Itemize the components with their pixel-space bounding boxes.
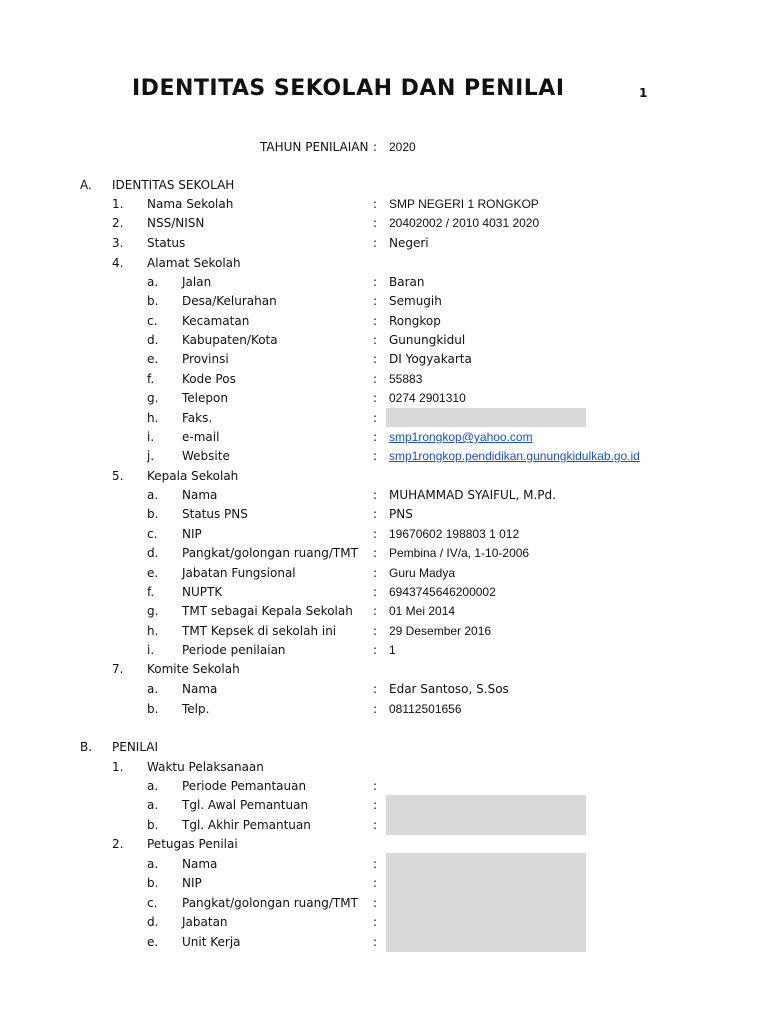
item-letter: c. — [147, 314, 158, 328]
item-label: Telp. — [182, 702, 210, 716]
item-label: Kepala Sekolah — [147, 469, 239, 483]
item-label: Pangkat/golongan ruang/TMT — [182, 546, 358, 560]
item-number: 3. — [112, 236, 124, 250]
colon: : — [373, 935, 378, 949]
item-label: Periode Pemantauan — [182, 779, 307, 793]
colon: : — [373, 915, 378, 929]
item-letter: d. — [147, 333, 159, 347]
email-link[interactable]: smp1rongkop@yahoo.com — [389, 430, 533, 444]
assessment-year-value: 2020 — [389, 140, 416, 154]
item-letter: d. — [147, 915, 159, 929]
item-value: MUHAMMAD SYAIFUL, M.Pd. — [389, 488, 556, 502]
colon: : — [373, 275, 378, 289]
page-title: IDENTITAS SEKOLAH DAN PENILAI — [132, 76, 565, 101]
item-label: Provinsi — [182, 352, 229, 366]
item-value: Edar Santoso, S.Sos — [389, 682, 509, 696]
item-value: 20402002 / 2010 4031 2020 — [389, 216, 540, 230]
item-label: NSS/NISN — [147, 216, 205, 230]
item-label: Nama Sekolah — [147, 197, 234, 211]
item-value: 19670602 198803 1 012 — [389, 527, 520, 541]
item-label: Tgl. Awal Pemantuan — [182, 798, 309, 812]
item-letter: e. — [147, 352, 159, 366]
item-value: Rongkop — [389, 314, 441, 328]
colon: : — [373, 876, 378, 890]
item-number: 7. — [112, 662, 124, 676]
item-label: Alamat Sekolah — [147, 256, 241, 270]
colon: : — [373, 236, 378, 250]
item-letter: b. — [147, 507, 159, 521]
colon: : — [373, 682, 378, 696]
item-label: Unit Kerja — [182, 935, 241, 949]
colon: : — [373, 352, 378, 366]
colon: : — [373, 411, 378, 425]
item-letter: d. — [147, 546, 159, 560]
item-value: PNS — [389, 507, 413, 521]
item-label: Komite Sekolah — [147, 662, 240, 676]
colon: : — [373, 430, 378, 444]
item-letter: g. — [147, 604, 159, 618]
section-title: IDENTITAS SEKOLAH — [112, 178, 235, 192]
item-letter: j. — [147, 449, 155, 463]
item-value: 1 — [389, 643, 396, 657]
item-letter: f. — [147, 372, 155, 386]
item-label: TMT sebagai Kepala Sekolah — [182, 604, 353, 618]
item-value: Baran — [389, 275, 425, 289]
item-label: Desa/Kelurahan — [182, 294, 277, 308]
item-number: 5. — [112, 469, 124, 483]
colon: : — [373, 702, 378, 716]
item-value: 29 Desember 2016 — [389, 624, 492, 638]
item-number: 1. — [112, 760, 124, 774]
item-letter: c. — [147, 896, 158, 910]
item-label: Jabatan — [182, 915, 228, 929]
item-letter: b. — [147, 702, 159, 716]
item-letter: i. — [147, 643, 155, 657]
item-letter: f. — [147, 585, 155, 599]
item-value: 01 Mei 2014 — [389, 604, 456, 618]
item-label: Nama — [182, 857, 218, 871]
item-number: 1. — [112, 197, 124, 211]
item-letter: e. — [147, 566, 159, 580]
item-letter: a. — [147, 682, 159, 696]
item-label: Kecamatan — [182, 314, 250, 328]
item-label: Faks. — [182, 411, 213, 425]
item-label: Nama — [182, 682, 218, 696]
item-letter: e. — [147, 935, 159, 949]
colon: : — [373, 372, 378, 386]
section-letter: A. — [80, 178, 92, 192]
item-number: 2. — [112, 837, 124, 851]
item-value: Gunungkidul — [389, 333, 466, 347]
item-label: Nama — [182, 488, 218, 502]
colon: : — [373, 391, 378, 405]
colon: : — [373, 566, 378, 580]
colon: : — [373, 333, 378, 347]
colon: : — [373, 140, 378, 154]
item-value: 08112501656 — [389, 702, 462, 716]
item-label: Kode Pos — [182, 372, 236, 386]
item-label: Status — [147, 236, 186, 250]
item-letter: g. — [147, 391, 159, 405]
colon: : — [373, 798, 378, 812]
colon: : — [373, 585, 378, 599]
item-letter: b. — [147, 818, 159, 832]
colon: : — [373, 197, 378, 211]
item-label: Jabatan Fungsional — [182, 566, 296, 580]
item-label: Tgl. Akhir Pemantuan — [182, 818, 311, 832]
monitoring-dates-blank-field — [386, 795, 586, 835]
item-letter: h. — [147, 411, 159, 425]
page-number: 1 — [639, 86, 648, 100]
item-label: Periode penilaian — [182, 643, 286, 657]
item-letter: i. — [147, 430, 155, 444]
colon: : — [373, 314, 378, 328]
item-label: Waktu Pelaksanaan — [147, 760, 264, 774]
item-label: Jalan — [182, 275, 212, 289]
item-label: Petugas Penilai — [147, 837, 238, 851]
colon: : — [373, 507, 378, 521]
assessment-year-label: TAHUN PENILAIAN — [260, 140, 369, 154]
colon: : — [373, 294, 378, 308]
item-letter: a. — [147, 857, 159, 871]
item-label: Status PNS — [182, 507, 248, 521]
website-link[interactable]: smp1rongkop.pendidikan.gunungkidulkab.go.id — [389, 449, 640, 463]
item-value: SMP NEGERI 1 RONGKOP — [389, 197, 539, 211]
item-number: 2. — [112, 216, 124, 230]
item-letter: a. — [147, 779, 159, 793]
item-label: Telepon — [182, 391, 228, 405]
item-label: Website — [182, 449, 230, 463]
colon: : — [373, 818, 378, 832]
item-label: e-mail — [182, 430, 220, 444]
colon: : — [373, 857, 378, 871]
item-label: Kabupaten/Kota — [182, 333, 278, 347]
item-value: 6943745646200002 — [389, 585, 496, 599]
colon: : — [373, 624, 378, 638]
item-value: 55883 — [389, 372, 423, 386]
item-number: 4. — [112, 256, 124, 270]
item-label: NIP — [182, 527, 202, 541]
item-letter: b. — [147, 876, 159, 890]
item-value: Guru Madya — [389, 566, 456, 580]
colon: : — [373, 546, 378, 560]
colon: : — [373, 216, 378, 230]
fax-blank-field — [386, 408, 586, 427]
officer-details-blank-field — [386, 853, 586, 952]
colon: : — [373, 488, 378, 502]
item-letter: b. — [147, 294, 159, 308]
colon: : — [373, 779, 378, 793]
colon: : — [373, 449, 378, 463]
item-value: 0274 2901310 — [389, 391, 466, 405]
colon: : — [373, 527, 378, 541]
item-value: DI Yogyakarta — [389, 352, 472, 366]
section-title: PENILAI — [112, 740, 159, 754]
colon: : — [373, 643, 378, 657]
item-value: Pembina / IV/a, 1-10-2006 — [389, 546, 530, 560]
item-letter: a. — [147, 488, 159, 502]
item-letter: c. — [147, 527, 158, 541]
item-value: Negeri — [389, 236, 429, 250]
item-letter: a. — [147, 798, 159, 812]
item-value: Semugih — [389, 294, 442, 308]
colon: : — [373, 604, 378, 618]
section-letter: B. — [80, 740, 93, 754]
item-letter: a. — [147, 275, 159, 289]
item-label: Pangkat/golongan ruang/TMT — [182, 896, 358, 910]
item-label: TMT Kepsek di sekolah ini — [182, 624, 337, 638]
item-letter: h. — [147, 624, 159, 638]
item-label: NUPTK — [182, 585, 223, 599]
item-label: NIP — [182, 876, 202, 890]
colon: : — [373, 896, 378, 910]
